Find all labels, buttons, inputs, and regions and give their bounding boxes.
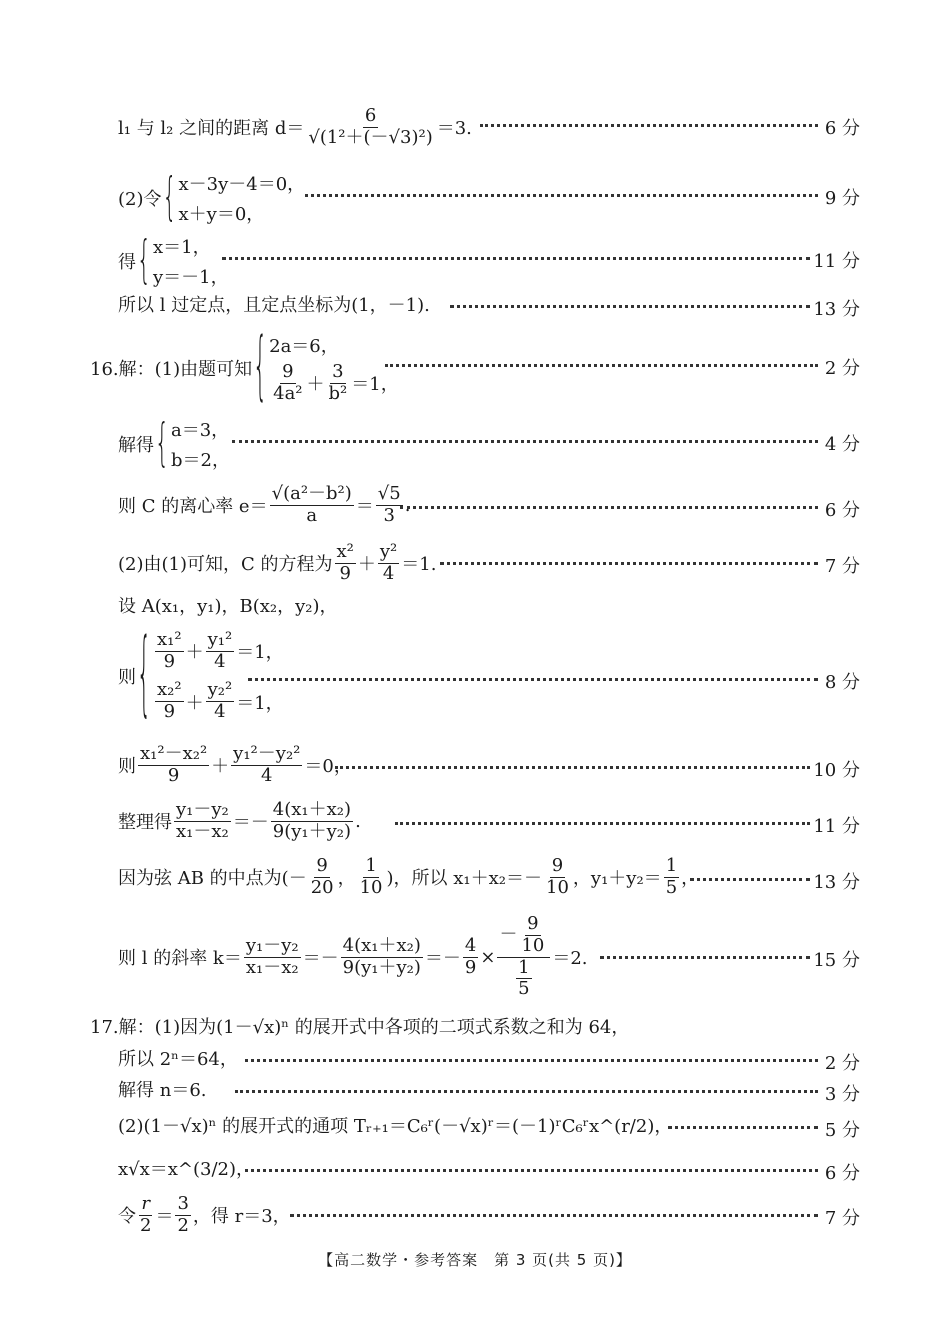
operator: ＋ bbox=[357, 554, 376, 576]
system-row: $\frac{\text{x₂²}}{9}$ ＋ $\frac{\text{y₂²}}{4}$ ＝1， bbox=[157, 679, 284, 723]
system-row: x－3y－4＝0， bbox=[178, 174, 306, 195]
dot-leader bbox=[245, 1169, 818, 1172]
system-row: 2a＝6， bbox=[269, 336, 339, 357]
system-row: a＝3， bbox=[171, 420, 230, 441]
denominator: b² bbox=[328, 382, 348, 404]
score: 11 分 bbox=[813, 251, 860, 272]
score: 13 分 bbox=[813, 872, 860, 893]
left-brace: { bbox=[137, 623, 151, 729]
line-suffix: ＝3. bbox=[436, 118, 472, 140]
numerator: 9 bbox=[316, 855, 328, 876]
answer-line-12 bbox=[0, 799, 950, 842]
denominator: 4 bbox=[261, 764, 273, 786]
system-row: x＋y＝0， bbox=[178, 204, 265, 225]
line-suffix: . bbox=[355, 810, 361, 832]
line-text: x√x＝x^(3/2)， bbox=[118, 1159, 255, 1180]
answer-line-13 bbox=[0, 855, 950, 898]
answer-line-10 bbox=[0, 623, 950, 729]
numerator: 4 bbox=[464, 934, 477, 956]
score: 9 分 bbox=[824, 188, 860, 209]
answer-line-4 bbox=[0, 291, 950, 321]
equation-system bbox=[252, 325, 399, 411]
line-prefix: 因为弦 AB 的中点为(－ bbox=[118, 868, 307, 890]
dot-leader bbox=[385, 364, 818, 367]
line-suffix: ＝2. bbox=[552, 948, 588, 969]
denominator: 10 bbox=[546, 876, 569, 898]
dot-leader bbox=[690, 878, 810, 881]
numerator: 3 bbox=[177, 1193, 189, 1214]
numerator: x₁² bbox=[157, 629, 182, 650]
line-text: 17.解：(1)因为(1－√x)ⁿ 的展开式中各项的二项式系数之和为 64， bbox=[90, 1017, 630, 1038]
numerator: 1 bbox=[665, 855, 678, 876]
complex-fraction: － $\frac{9}{10}$ $\frac{1}{5}$ bbox=[497, 914, 550, 1000]
answer-line-20 bbox=[0, 1193, 950, 1236]
operator: )，所以 x₁＋x₂＝－ bbox=[386, 868, 542, 890]
line-prefix: 则 bbox=[118, 667, 136, 689]
denominator: 2 bbox=[140, 1214, 152, 1236]
numerator: x² bbox=[336, 541, 354, 562]
answer-line-1 bbox=[0, 105, 950, 148]
dot-leader bbox=[290, 1214, 818, 1217]
operator: ＋ bbox=[211, 756, 230, 778]
denominator: 9 bbox=[464, 956, 477, 978]
denominator: 4 bbox=[214, 650, 226, 672]
answer-line-15 bbox=[0, 1013, 950, 1043]
score: 10 分 bbox=[813, 760, 860, 781]
answer-line-11 bbox=[0, 743, 950, 786]
denominator: 9 bbox=[167, 764, 180, 786]
score: 15 分 bbox=[813, 950, 860, 971]
score: 7 分 bbox=[824, 1208, 860, 1229]
answer-line-19 bbox=[0, 1155, 950, 1185]
row-suffix: ＝1， bbox=[351, 374, 399, 396]
system-row: y＝－1， bbox=[153, 267, 229, 288]
line-prefix: 则 l 的斜率 k＝ bbox=[118, 948, 242, 969]
system-row: $\frac{9}{\text{4a²}}$ ＋ $\frac{3}{\text{b²}}$ ＝1， bbox=[273, 361, 399, 404]
score: 2 分 bbox=[824, 1053, 860, 1074]
denominator: 5 bbox=[665, 876, 678, 898]
system-row: x＝1， bbox=[153, 237, 211, 258]
answer-line-14 bbox=[0, 913, 950, 1000]
numerator: r bbox=[141, 1193, 151, 1214]
line-suffix: . bbox=[404, 494, 411, 516]
numerator: 3 bbox=[332, 361, 344, 382]
line-text: (2)(1－√x)ⁿ 的展开式的通项 Tᵣ₊₁＝C₆ʳ(－√x)ʳ＝(－1)ʳC₆ʳx^(r/2)， bbox=[118, 1116, 673, 1137]
left-brace: { bbox=[253, 325, 268, 411]
operator: ＝－ bbox=[302, 948, 339, 969]
left-brace: { bbox=[155, 415, 169, 473]
line-prefix: 解得 bbox=[118, 435, 154, 456]
denominator: x₁－x₂ bbox=[176, 820, 229, 842]
numerator: √5 bbox=[377, 483, 401, 504]
answer-line-18 bbox=[0, 1112, 950, 1142]
operator: ＝－ bbox=[232, 812, 269, 834]
line-prefix: l₁ 与 l₂ 之间的距离 d＝ bbox=[118, 118, 305, 140]
numerator: y₁² bbox=[207, 629, 233, 650]
denominator: a bbox=[306, 504, 318, 526]
numerator: 6 bbox=[364, 105, 377, 126]
left-brace: { bbox=[137, 232, 151, 290]
dot-leader bbox=[335, 766, 810, 769]
line-prefix: 16.解：(1)由题可知 bbox=[90, 359, 253, 381]
denominator: 4 bbox=[214, 701, 226, 723]
numerator: y₁²－y₂² bbox=[233, 743, 301, 764]
denominator: √(1²＋(－√3)²) bbox=[308, 126, 433, 148]
answer-line-5 bbox=[0, 325, 950, 411]
page-footer: 【高二数学・参考答案 第 3 页(共 5 页)】 bbox=[318, 1251, 632, 1269]
line-suffix: ＝1. bbox=[401, 554, 437, 576]
line-text: 设 A(x₁，y₁)，B(x₂，y₂)， bbox=[118, 596, 338, 617]
dot-leader bbox=[232, 440, 818, 443]
score: 2 分 bbox=[824, 358, 860, 379]
answer-line-16 bbox=[0, 1045, 950, 1075]
numerator: 9 bbox=[527, 913, 539, 935]
system-row: $\frac{\text{x₁²}}{9}$ ＋ $\frac{\text{y₁²}}{4}$ ＝1， bbox=[157, 629, 284, 672]
fraction bbox=[306, 106, 434, 148]
line-prefix: (2)由(1)可知，C 的方程为 bbox=[118, 554, 333, 576]
left-brace: { bbox=[162, 169, 177, 227]
operator: ， bbox=[337, 868, 356, 890]
denominator: 4 bbox=[382, 562, 395, 584]
denominator: 9(y₁＋y₂) bbox=[272, 820, 352, 842]
line-suffix: ，得 r＝3， bbox=[192, 1206, 291, 1228]
line-text: 所以 2ⁿ＝64， bbox=[118, 1049, 238, 1070]
numerator: x₂² bbox=[157, 679, 182, 701]
numerator: 4(x₁＋x₂) bbox=[272, 799, 352, 820]
score: 11 分 bbox=[813, 816, 860, 837]
numerator: 1 bbox=[365, 855, 377, 876]
numerator: y₁－y₂ bbox=[245, 934, 299, 956]
numerator: y₂² bbox=[207, 679, 233, 701]
numerator: y₁－y₂ bbox=[176, 799, 229, 820]
dot-leader bbox=[600, 956, 810, 959]
score: 6 分 bbox=[824, 500, 860, 521]
line-suffix: ＝0， bbox=[304, 756, 352, 778]
dot-leader bbox=[400, 506, 818, 509]
answer-line-6 bbox=[0, 415, 950, 473]
denominator: x₁－x₂ bbox=[245, 956, 299, 978]
numerator: 9 bbox=[282, 361, 294, 382]
score: 5 分 bbox=[824, 1120, 860, 1141]
denominator: 2 bbox=[177, 1214, 189, 1236]
line-prefix: 得 bbox=[118, 252, 136, 273]
dot-leader bbox=[235, 1090, 818, 1093]
dot-leader bbox=[245, 1059, 818, 1062]
score: 7 分 bbox=[824, 556, 860, 577]
line-prefix: 则 bbox=[118, 756, 136, 778]
denominator: 9 bbox=[163, 701, 176, 723]
numerator: 4(x₁＋x₂) bbox=[342, 934, 421, 956]
dot-leader bbox=[248, 678, 818, 681]
equation-system bbox=[136, 623, 284, 729]
answer-line-8 bbox=[0, 541, 950, 584]
line-suffix: ， bbox=[681, 868, 700, 890]
denominator: 10 bbox=[359, 876, 383, 898]
dot-leader bbox=[395, 822, 810, 825]
line-prefix: 整理得 bbox=[118, 812, 172, 834]
line-text: 所以 l 过定点，且定点坐标为(1，－1). bbox=[118, 295, 430, 316]
answer-line-9 bbox=[0, 592, 950, 622]
row-suffix: ＝1， bbox=[236, 692, 284, 714]
score: 13 分 bbox=[813, 299, 860, 320]
score: 6 分 bbox=[824, 1163, 860, 1184]
numerator: x₁²－x₂² bbox=[140, 743, 208, 764]
dot-leader bbox=[222, 257, 810, 260]
denominator: 9 bbox=[339, 562, 351, 584]
answer-line-7 bbox=[0, 483, 950, 526]
numerator: √(a²－b²) bbox=[271, 483, 352, 504]
dot-leader bbox=[480, 124, 818, 127]
score: 8 分 bbox=[824, 672, 860, 693]
answer-line-17 bbox=[0, 1076, 950, 1106]
equation-system bbox=[154, 416, 230, 472]
line-text: 解得 n＝6. bbox=[118, 1080, 207, 1101]
dot-leader bbox=[668, 1126, 818, 1129]
operator: ，y₁＋y₂＝ bbox=[572, 868, 662, 890]
system-row: b＝2， bbox=[171, 450, 230, 471]
denominator: 9 bbox=[163, 650, 176, 672]
score: 4 分 bbox=[824, 434, 860, 455]
score: 6 分 bbox=[824, 118, 860, 139]
numerator: 9 bbox=[551, 855, 564, 876]
operator: ＝ bbox=[155, 1206, 174, 1228]
numerator: y² bbox=[379, 541, 398, 562]
line-prefix: 则 C 的离心率 e＝ bbox=[118, 496, 268, 518]
denominator: 3 bbox=[383, 504, 395, 526]
dot-leader bbox=[450, 305, 810, 308]
operator: × bbox=[480, 946, 496, 968]
operator: ＝－ bbox=[424, 948, 461, 969]
line-prefix: (2)令 bbox=[118, 189, 162, 210]
score: 3 分 bbox=[824, 1084, 860, 1105]
line-prefix: 令 bbox=[118, 1206, 136, 1228]
row-suffix: ＝1， bbox=[236, 642, 284, 664]
denominator: 4a² bbox=[273, 382, 303, 404]
denominator: 20 bbox=[310, 876, 334, 898]
denominator: 9(y₁＋y₂) bbox=[342, 956, 421, 978]
equation-system bbox=[162, 170, 306, 226]
dot-leader bbox=[440, 562, 818, 565]
answer-line-2 bbox=[0, 169, 950, 227]
dot-leader bbox=[305, 194, 818, 197]
operator: ＝ bbox=[355, 496, 374, 518]
equation-system bbox=[136, 233, 229, 289]
answer-line-3 bbox=[0, 232, 950, 290]
numerator: 1 bbox=[518, 956, 530, 978]
denominator: 5 bbox=[518, 978, 530, 1000]
denominator: 10 bbox=[521, 934, 545, 956]
